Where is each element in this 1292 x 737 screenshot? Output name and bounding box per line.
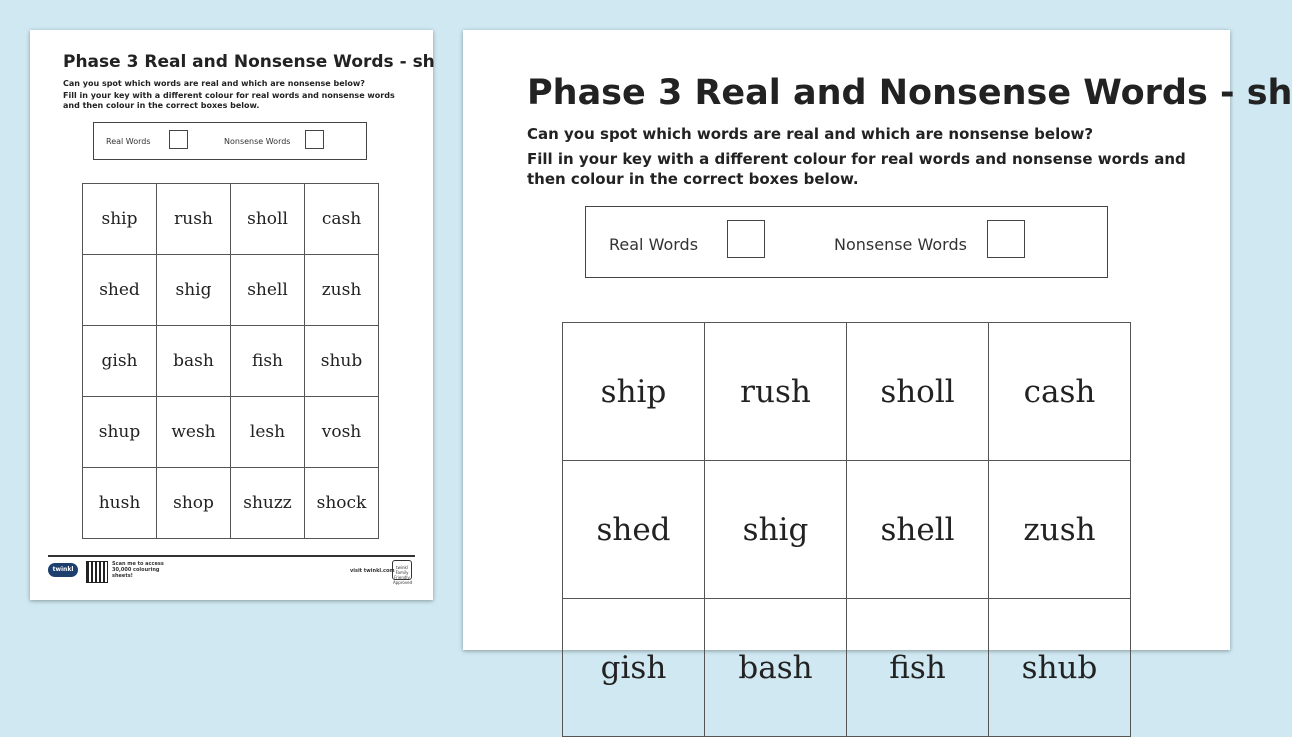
grid-large-word-cell[interactable]: ship xyxy=(563,323,705,461)
grid-large-word-cell[interactable]: shed xyxy=(563,461,705,599)
grid-word-cell[interactable]: shock xyxy=(305,468,379,539)
grid-word-cell[interactable]: shub xyxy=(305,326,379,397)
qr-code-icon xyxy=(86,561,108,583)
grid-word-cell[interactable]: shig xyxy=(157,255,231,326)
grid-large-word-cell[interactable]: sholl xyxy=(847,323,989,461)
worksheet-title-large: Phase 3 Real and Nonsense Words - sh xyxy=(527,73,1292,113)
grid-row xyxy=(83,326,379,397)
grid-large-row xyxy=(563,461,1131,599)
grid-word-cell[interactable]: vosh xyxy=(305,397,379,468)
colour-key-large xyxy=(585,206,1108,278)
instruction-2-large: Fill in your key with a different colour for real words and nonsense words and then colour in the correct boxes below. xyxy=(527,150,1186,188)
grid-word-cell[interactable]: fish xyxy=(231,326,305,397)
key-real-label-large: Real Words xyxy=(609,235,699,254)
grid-word-cell[interactable]: sholl xyxy=(231,184,305,255)
grid-word-cell[interactable]: shuzz xyxy=(231,468,305,539)
key-nonsense-label: Nonsense Words xyxy=(224,137,291,146)
grid-word-cell[interactable]: shop xyxy=(157,468,231,539)
worksheet-title: Phase 3 Real and Nonsense Words - sh xyxy=(63,52,435,72)
grid-word-cell[interactable]: hush xyxy=(83,468,157,539)
grid-large-word-cell[interactable]: bash xyxy=(705,599,847,737)
grid-word-cell[interactable]: lesh xyxy=(231,397,305,468)
visit-link[interactable]: visit twinkl.com xyxy=(350,568,395,574)
grid-large-word-cell[interactable]: rush xyxy=(705,323,847,461)
grid-large-word-cell[interactable]: shig xyxy=(705,461,847,599)
grid-word-cell[interactable]: zush xyxy=(305,255,379,326)
footer-divider xyxy=(48,555,415,557)
grid-large-word-cell[interactable]: cash xyxy=(989,323,1131,461)
grid-large-word-cell[interactable]: shub xyxy=(989,599,1131,737)
worksheet-thumbnail xyxy=(30,30,433,600)
grid-word-cell[interactable]: ship xyxy=(83,184,157,255)
grid-word-cell[interactable]: shell xyxy=(231,255,305,326)
grid-row xyxy=(83,397,379,468)
key-nonsense-label-large: Nonsense Words xyxy=(834,235,967,254)
grid-word-cell[interactable]: shed xyxy=(83,255,157,326)
key-nonsense-box[interactable] xyxy=(305,130,324,149)
grid-word-cell[interactable]: wesh xyxy=(157,397,231,468)
grid-word-cell[interactable]: gish xyxy=(83,326,157,397)
word-grid-large xyxy=(562,322,1131,737)
word-grid xyxy=(82,183,379,539)
grid-large-row xyxy=(563,599,1131,737)
worksheet-zoomed xyxy=(463,30,1292,686)
grid-row xyxy=(83,255,379,326)
key-nonsense-box-large[interactable] xyxy=(987,220,1025,258)
key-real-box-large[interactable] xyxy=(727,220,765,258)
grid-large-word-cell[interactable]: shell xyxy=(847,461,989,599)
colour-key xyxy=(93,122,367,160)
grid-word-cell[interactable]: cash xyxy=(305,184,379,255)
grid-word-cell[interactable]: shup xyxy=(83,397,157,468)
grid-word-cell[interactable]: rush xyxy=(157,184,231,255)
instruction-2: Fill in your key with a different colour for real words and nonsense words and then colour in the correct boxes below. xyxy=(63,91,395,110)
key-real-box[interactable] xyxy=(169,130,188,149)
grid-large-word-cell[interactable]: fish xyxy=(847,599,989,737)
grid-row xyxy=(83,468,379,539)
grid-row xyxy=(83,184,379,255)
grid-word-cell[interactable]: bash xyxy=(157,326,231,397)
promo-text: Scan me to access 30,000 colouring sheets! xyxy=(112,561,164,579)
family-friendly-badge: twinkl Family Friendly Approved xyxy=(392,560,412,580)
instruction-1-large: Can you spot which words are real and which are nonsense below? xyxy=(527,125,1094,143)
grid-large-row xyxy=(563,323,1131,461)
twinkl-logo: twinkl xyxy=(48,563,78,577)
grid-large-word-cell[interactable]: zush xyxy=(989,461,1131,599)
instruction-1: Can you spot which words are real and which are nonsense below? xyxy=(63,79,365,88)
key-real-label: Real Words xyxy=(106,137,151,146)
grid-large-word-cell[interactable]: gish xyxy=(563,599,705,737)
